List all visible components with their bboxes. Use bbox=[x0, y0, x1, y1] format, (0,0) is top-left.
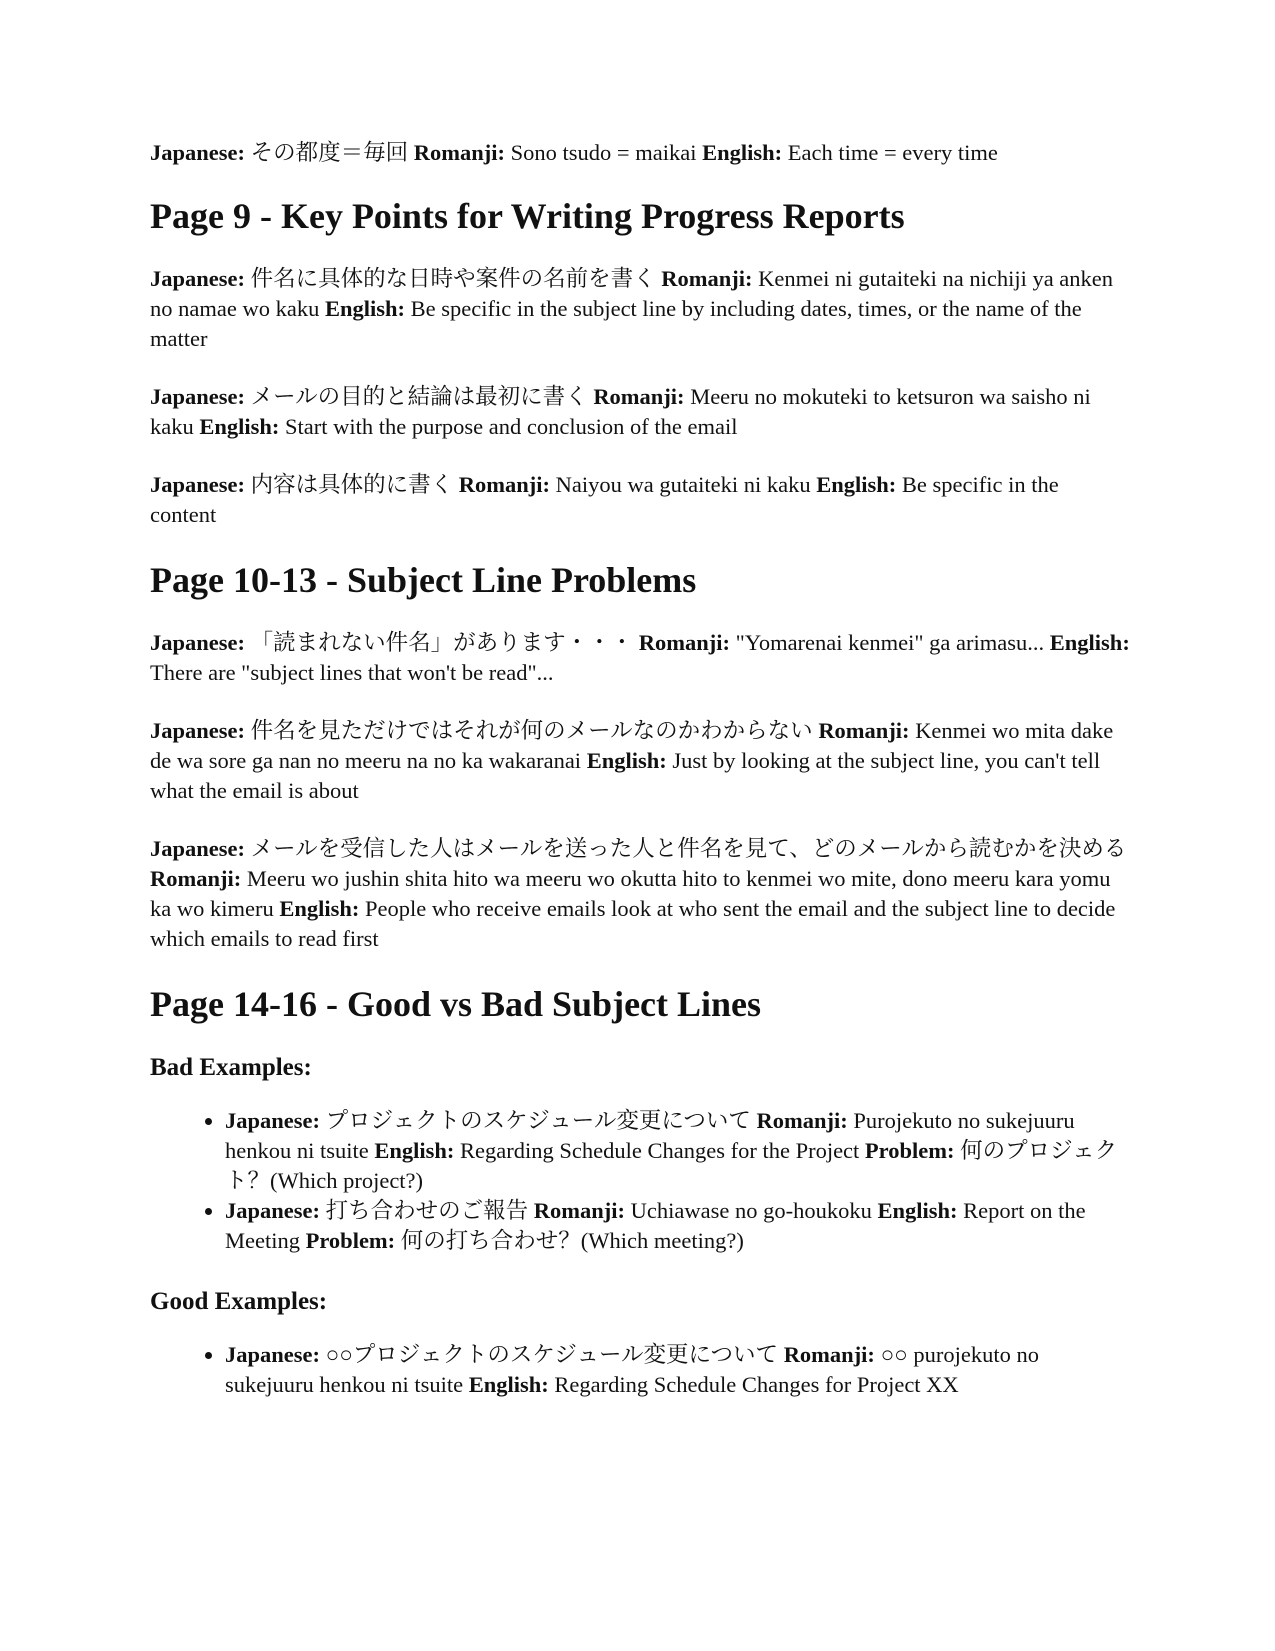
romanji-label: Romanji: bbox=[783, 1342, 875, 1367]
problem-label: Problem: bbox=[864, 1138, 955, 1163]
entry bbox=[150, 264, 1130, 354]
problem-text: 何のプロジェクト？(Which project?) bbox=[225, 1138, 1118, 1193]
entry bbox=[150, 382, 1130, 442]
bad-examples-heading: Bad Examples: bbox=[150, 1054, 312, 1081]
section-heading: Page 10-13 - Subject Line Problems bbox=[150, 560, 697, 600]
english-text: Report on the Meeting bbox=[225, 1198, 1086, 1253]
bad-examples-list bbox=[150, 1106, 1130, 1256]
romanji-label: Romanji: bbox=[413, 140, 506, 165]
english-label: English: bbox=[468, 1372, 549, 1397]
english-text: Regarding Schedule Changes for Project XX bbox=[554, 1372, 959, 1397]
japanese-label: Japanese: bbox=[150, 836, 245, 861]
romanji-text: Sono tsudo = maikai bbox=[510, 140, 697, 165]
english-text: Be specific in the subject line by including dates, times, or the name of the matter bbox=[150, 296, 1082, 351]
english-text: People who receive emails look at who sent the email and the subject line to decide which emails to read first bbox=[150, 896, 1116, 951]
romanji-label: Romanji: bbox=[638, 630, 731, 655]
problem-label: Problem: bbox=[305, 1228, 396, 1253]
romanji-label: Romanji: bbox=[661, 266, 753, 291]
english-label: English: bbox=[279, 896, 360, 921]
english-text: Start with the purpose and conclusion of the email bbox=[285, 414, 738, 439]
japanese-label: Japanese: bbox=[225, 1108, 320, 1133]
japanese-label: Japanese: bbox=[150, 630, 245, 655]
good-examples-list bbox=[150, 1340, 1130, 1400]
entry bbox=[150, 716, 1130, 806]
japanese-label: Japanese: bbox=[150, 718, 245, 743]
japanese-text: メールの目的と結論は最初に書く bbox=[250, 384, 588, 409]
entry bbox=[150, 834, 1130, 954]
romanji-text: Meeru wo jushin shita hito wa meeru wo okutta hito to kenmei wo mite, dono meeru kara yomu ka wo kimeru bbox=[150, 866, 1111, 921]
japanese-label: Japanese: bbox=[150, 140, 245, 165]
english-label: English: bbox=[324, 296, 405, 321]
romanji-text: Meeru no mokuteki to ketsuron wa saisho ni kaku bbox=[150, 384, 1091, 439]
japanese-label: Japanese: bbox=[150, 266, 245, 291]
english-label: English: bbox=[374, 1138, 455, 1163]
japanese-label: Japanese: bbox=[150, 472, 245, 497]
list-item bbox=[225, 1196, 1130, 1256]
english-label: English: bbox=[199, 414, 280, 439]
romanji-text: Uchiawase no go-houkoku bbox=[630, 1198, 872, 1223]
entry bbox=[150, 470, 1130, 530]
english-text: Just by looking at the subject line, you can't tell what the email is about bbox=[150, 748, 1101, 803]
list-item bbox=[225, 1340, 1130, 1400]
english-label: English: bbox=[877, 1198, 958, 1223]
good-examples-heading: Good Examples: bbox=[150, 1288, 328, 1315]
japanese-label: Japanese: bbox=[150, 384, 245, 409]
romanji-label: Romanji: bbox=[458, 472, 551, 497]
document-page bbox=[150, 138, 1130, 1430]
english-text: Regarding Schedule Changes for the Project bbox=[460, 1138, 860, 1163]
romanji-text: Naiyou wa gutaiteki ni kaku bbox=[555, 472, 811, 497]
japanese-text: 件名に具体的な日時や案件の名前を書く bbox=[250, 266, 656, 291]
english-label: English: bbox=[586, 748, 667, 773]
japanese-text: 打ち合わせのご報告 bbox=[325, 1198, 529, 1223]
japanese-label: Japanese: bbox=[225, 1342, 320, 1367]
problem-text: 何の打ち合わせ？(Which meeting?) bbox=[400, 1228, 744, 1253]
romanji-text: Purojekuto no sukejuuru henkou ni tsuite bbox=[225, 1108, 1075, 1163]
english-label: English: bbox=[1049, 630, 1130, 655]
entry bbox=[150, 628, 1130, 688]
english-label: English: bbox=[816, 472, 897, 497]
japanese-text: 内容は具体的に書く bbox=[250, 472, 454, 497]
romanji-text: Kenmei wo mita dake de wa sore ga nan no meeru na no ka wakaranai bbox=[150, 718, 1114, 773]
japanese-text: プロジェクトのスケジュール変更について bbox=[325, 1108, 751, 1133]
intro-entry bbox=[150, 138, 1130, 168]
romanji-text: "Yomarenai kenmei" ga arimasu... bbox=[735, 630, 1045, 655]
english-text: There are "subject lines that won't be read"... bbox=[150, 660, 554, 685]
romanji-label: Romanji: bbox=[533, 1198, 626, 1223]
romanji-text: Kenmei ni gutaiteki na nichiji ya anken no namae wo kaku bbox=[150, 266, 1114, 321]
japanese-text: 「読まれない件名」があります・・・ bbox=[250, 630, 634, 655]
japanese-text: メールを受信した人はメールを送った人と件名を見て、どのメールから読むかを決める bbox=[250, 836, 1127, 861]
japanese-text: 件名を見ただけではそれが何のメールなのかわからない bbox=[250, 718, 813, 743]
romanji-label: Romanji: bbox=[593, 384, 685, 409]
english-label: English: bbox=[702, 140, 783, 165]
list-item bbox=[225, 1106, 1130, 1196]
romanji-label: Romanji: bbox=[150, 866, 242, 891]
japanese-text: ○○プロジェクトのスケジュール変更について bbox=[325, 1342, 779, 1367]
romanji-text: ○○ purojekuto no sukejuuru henkou ni tsuite bbox=[225, 1342, 1039, 1397]
romanji-label: Romanji: bbox=[818, 718, 910, 743]
romanji-label: Romanji: bbox=[756, 1108, 848, 1133]
japanese-text: その都度＝毎回 bbox=[250, 140, 409, 165]
english-text: Be specific in the content bbox=[150, 472, 1059, 527]
japanese-label: Japanese: bbox=[225, 1198, 320, 1223]
section-heading: Page 14-16 - Good vs Bad Subject Lines bbox=[150, 984, 762, 1024]
english-text: Each time = every time bbox=[787, 140, 998, 165]
section-heading: Page 9 - Key Points for Writing Progress Reports bbox=[150, 196, 905, 236]
